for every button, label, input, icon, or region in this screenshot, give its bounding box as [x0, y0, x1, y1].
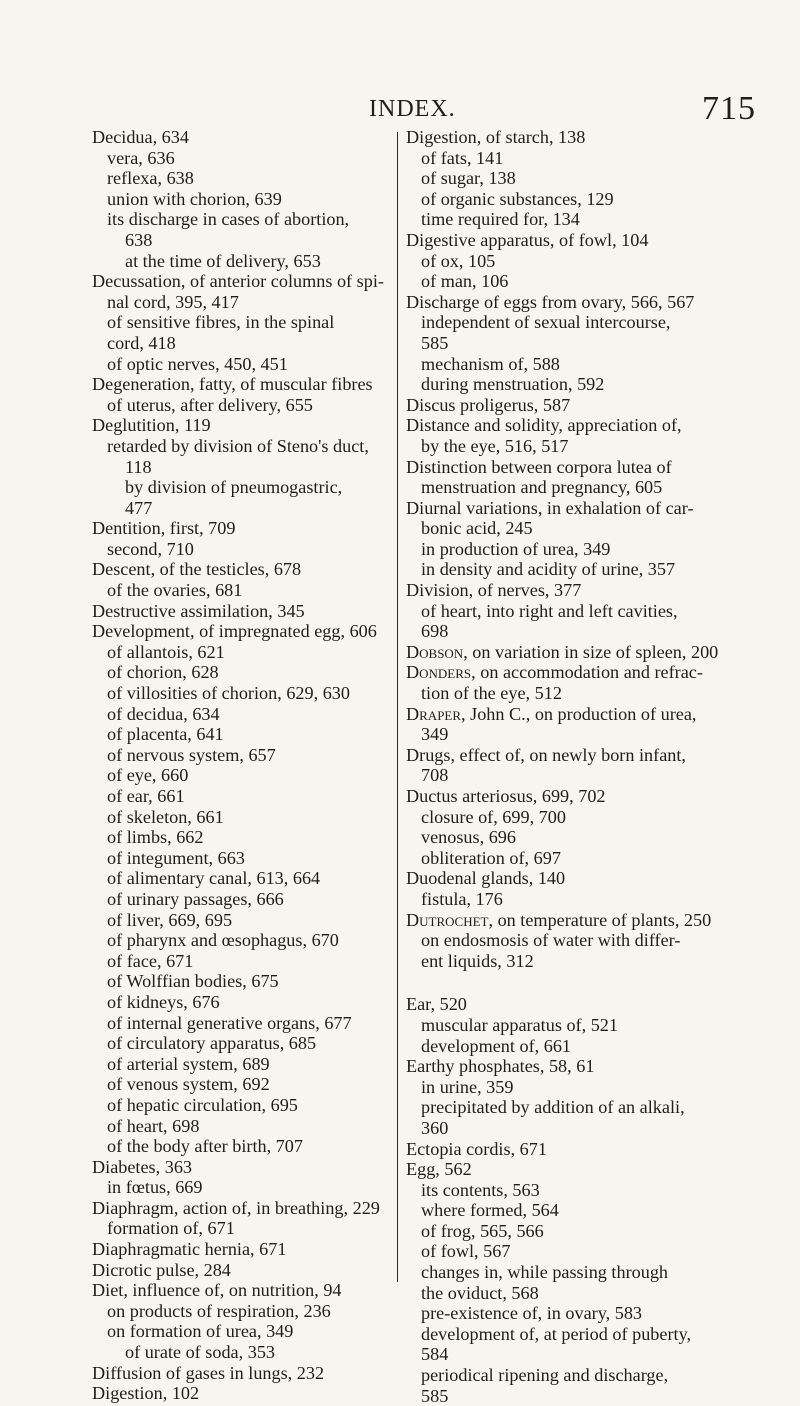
index-subentry: of man, 106 [421, 271, 509, 292]
index-subentry: of face, 671 [107, 950, 194, 971]
index-entry: Diffusion of gases in lungs, 232 [92, 1362, 325, 1383]
index-subentry: time required for, 134 [421, 209, 580, 230]
index-entry: Egg, 562 [406, 1159, 472, 1180]
index-subentry: fistula, 176 [421, 888, 503, 909]
index-entry: Distance and solidity, appreciation of, [406, 415, 682, 436]
index-entry: Dicrotic pulse, 284 [92, 1259, 231, 1280]
index-entry: Digestion, of starch, 138 [406, 127, 586, 147]
index-subentry: nal cord, 395, 417 [107, 291, 239, 312]
index-subentry: of pharynx and œsophagus, 670 [107, 930, 339, 951]
index-subentry: of fats, 141 [421, 147, 504, 168]
index-entry: Digestive apparatus, of fowl, 104 [406, 229, 649, 250]
index-entry: Dentition, first, 709 [92, 518, 236, 539]
index-subentry: in production of urea, 349 [421, 538, 611, 559]
author-name: Draper [406, 703, 462, 724]
index-entry: Decussation, of anterior columns of spi- [92, 271, 384, 292]
index-entry: Diaphragmatic hernia, 671 [92, 1239, 287, 1260]
index-subentry: of the ovaries, 681 [107, 580, 243, 601]
index-entry: Deglutition, 119 [92, 415, 211, 436]
index-subentry: of fowl, 567 [421, 1241, 511, 1262]
index-subentry: 118 [125, 456, 152, 477]
index-subentry: of hepatic circulation, 695 [107, 1094, 298, 1115]
index-entry: Donders, on accommodation and refrac- [406, 662, 703, 683]
index-entry: Earthy phosphates, 58, 61 [406, 1056, 595, 1077]
index-subentry: of heart, into right and left cavities, [421, 600, 678, 621]
index-subentry: of optic nerves, 450, 451 [107, 353, 288, 374]
index-subentry: union with chorion, 639 [107, 188, 282, 209]
index-subentry: where formed, 564 [421, 1200, 559, 1221]
index-subentry: in fœtus, 669 [107, 1177, 203, 1198]
index-subentry: closure of, 699, 700 [421, 806, 566, 827]
index-subentry: of heart, 698 [107, 1115, 200, 1136]
index-subentry: 698 [421, 621, 449, 642]
index-subentry: of nervous system, 657 [107, 744, 276, 765]
page-number: 715 [702, 90, 756, 127]
index-subentry: retarded by division of Steno's duct, [107, 435, 369, 456]
author-name: Dutrochet [406, 909, 489, 930]
index-subentry: 708 [421, 765, 449, 786]
index-subentry: of eye, 660 [107, 765, 189, 786]
index-subentry: venosus, 696 [421, 827, 516, 848]
index-subentry: mechanism of, 588 [421, 353, 560, 374]
index-subentry: by the eye, 516, 517 [421, 435, 569, 456]
index-subentry: 638 [125, 229, 153, 250]
index-entry: Ductus arteriosus, 699, 702 [406, 786, 606, 806]
index-subentry: its contents, 563 [421, 1179, 540, 1200]
column-divider [397, 132, 398, 1282]
author-name: Donders [406, 662, 472, 683]
index-subentry: on products of respiration, 236 [107, 1300, 331, 1321]
index-subentry: 585 [421, 332, 449, 353]
index-subentry: of villosities of chorion, 629, 630 [107, 683, 350, 704]
index-subentry: in density and acidity of urine, 357 [421, 559, 676, 580]
index-subentry: of venous system, 692 [107, 1074, 270, 1095]
index-subentry: of the body after birth, 707 [107, 1136, 303, 1157]
index-entry: Dutrochet, on temperature of plants, 250 [406, 909, 712, 930]
index-entry: Degeneration, fatty, of muscular fibres [92, 374, 373, 395]
index-entry: Duodenal glands, 140 [406, 868, 566, 889]
index-subentry: muscular apparatus of, 521 [421, 1014, 618, 1035]
index-subentry: vera, 636 [107, 147, 175, 168]
index-entry: Diaphragm, action of, in breathing, 229 [92, 1197, 380, 1218]
index-entry: Ear, 520 [406, 994, 467, 1015]
index-entry: Development, of impregnated egg, 606 [92, 621, 377, 642]
index-subentry: cord, 418 [107, 332, 176, 353]
index-subentry: of urinary passages, 666 [107, 888, 284, 909]
index-subentry: of frog, 565, 566 [421, 1220, 544, 1241]
index-subentry: of skeleton, 661 [107, 806, 224, 827]
index-subentry: menstruation and pregnancy, 605 [421, 477, 663, 498]
index-column-right [406, 127, 726, 1406]
index-subentry: development of, 661 [421, 1035, 572, 1056]
index-entry: Diurnal variations, in exhalation of car- [406, 497, 694, 518]
index-subentry: of placenta, 641 [107, 724, 224, 745]
index-subentry: 477 [125, 497, 153, 518]
index-entry: Draper, John C., on production of urea, [406, 703, 697, 724]
index-subentry: on endosmosis of water with differ- [421, 930, 681, 951]
index-entry: Discus proligerus, 587 [406, 394, 571, 415]
index-subentry: of chorion, 628 [107, 662, 219, 683]
index-subentry: second, 710 [107, 538, 194, 559]
index-subentry: of internal generative organs, 677 [107, 1012, 352, 1033]
index-entry: Dobson, on variation in size of spleen, 200 [406, 641, 719, 662]
index-entry: Ectopia cordis, 671 [406, 1138, 547, 1159]
index-entry: Diet, influence of, on nutrition, 94 [92, 1280, 342, 1301]
index-subentry: 349 [421, 724, 449, 745]
index-subentry: of ear, 661 [107, 786, 185, 806]
index-subentry: formation of, 671 [107, 1218, 235, 1239]
index-subentry: 584 [421, 1344, 449, 1365]
index-subentry: periodical ripening and discharge, [421, 1365, 669, 1386]
index-subentry: of Wolffian bodies, 675 [107, 971, 279, 992]
index-entry: Discharge of eggs from ovary, 566, 567 [406, 291, 695, 312]
index-subentry: of organic substances, 129 [421, 188, 614, 209]
index-subentry: development of, at period of puberty, [421, 1323, 692, 1344]
index-subentry: in urine, 359 [421, 1076, 514, 1097]
index-subentry: on formation of urea, 349 [107, 1321, 294, 1342]
index-subentry: reflexa, 638 [107, 168, 194, 189]
index-subentry: its discharge in cases of abortion, [107, 209, 350, 230]
index-subentry: at the time of delivery, 653 [125, 250, 321, 271]
index-column-left [92, 127, 412, 1404]
index-spacer [406, 971, 726, 994]
index-subentry: 585 [421, 1385, 449, 1406]
index-subentry: of uterus, after delivery, 655 [107, 394, 313, 415]
index-entry: Distinction between corpora lutea of [406, 456, 672, 477]
index-subentry: of integument, 663 [107, 847, 245, 868]
index-entry: Division, of nerves, 377 [406, 580, 582, 601]
index-entry: Drugs, effect of, on newly born infant, [406, 744, 686, 765]
index-subentry: of sensitive fibres, in the spinal [107, 312, 335, 333]
running-head: INDEX. [369, 96, 456, 122]
index-subentry: of allantois, 621 [107, 641, 225, 662]
index-subentry: during menstruation, 592 [421, 374, 605, 395]
author-name: Dobson [406, 641, 464, 662]
index-subentry: pre-existence of, in ovary, 583 [421, 1303, 643, 1324]
index-subentry: of sugar, 138 [421, 168, 516, 189]
index-subentry: of urate of soda, 353 [125, 1342, 276, 1363]
index-subentry: of limbs, 662 [107, 827, 204, 848]
index-subentry: bonic acid, 245 [421, 518, 533, 539]
index-subentry: obliteration of, 697 [421, 847, 561, 868]
index-entry: Decidua, 634 [92, 127, 189, 147]
index-subentry: of alimentary canal, 613, 664 [107, 868, 321, 889]
index-subentry: of decidua, 634 [107, 703, 220, 724]
index-subentry: by division of pneumogastric, [125, 477, 343, 498]
index-subentry: changes in, while passing through [421, 1262, 669, 1283]
index-subentry: tion of the eye, 512 [421, 683, 562, 704]
index-subentry: of liver, 669, 695 [107, 909, 233, 930]
index-subentry: ent liquids, 312 [421, 950, 534, 971]
index-entry: Diabetes, 363 [92, 1156, 193, 1177]
index-subentry: of ox, 105 [421, 250, 496, 271]
index-entry: Destructive assimilation, 345 [92, 600, 305, 621]
index-subentry: of circulatory apparatus, 685 [107, 1033, 317, 1054]
index-subentry: the oviduct, 568 [421, 1282, 539, 1303]
index-subentry: 360 [421, 1117, 449, 1138]
index-subentry: of arterial system, 689 [107, 1053, 270, 1074]
index-subentry: independent of sexual intercourse, [421, 312, 671, 333]
index-subentry: precipitated by addition of an alkali, [421, 1097, 685, 1118]
index-subentry: of kidneys, 676 [107, 991, 220, 1012]
index-entry: Digestion, 102 [92, 1383, 200, 1404]
index-entry: Descent, of the testicles, 678 [92, 559, 302, 580]
